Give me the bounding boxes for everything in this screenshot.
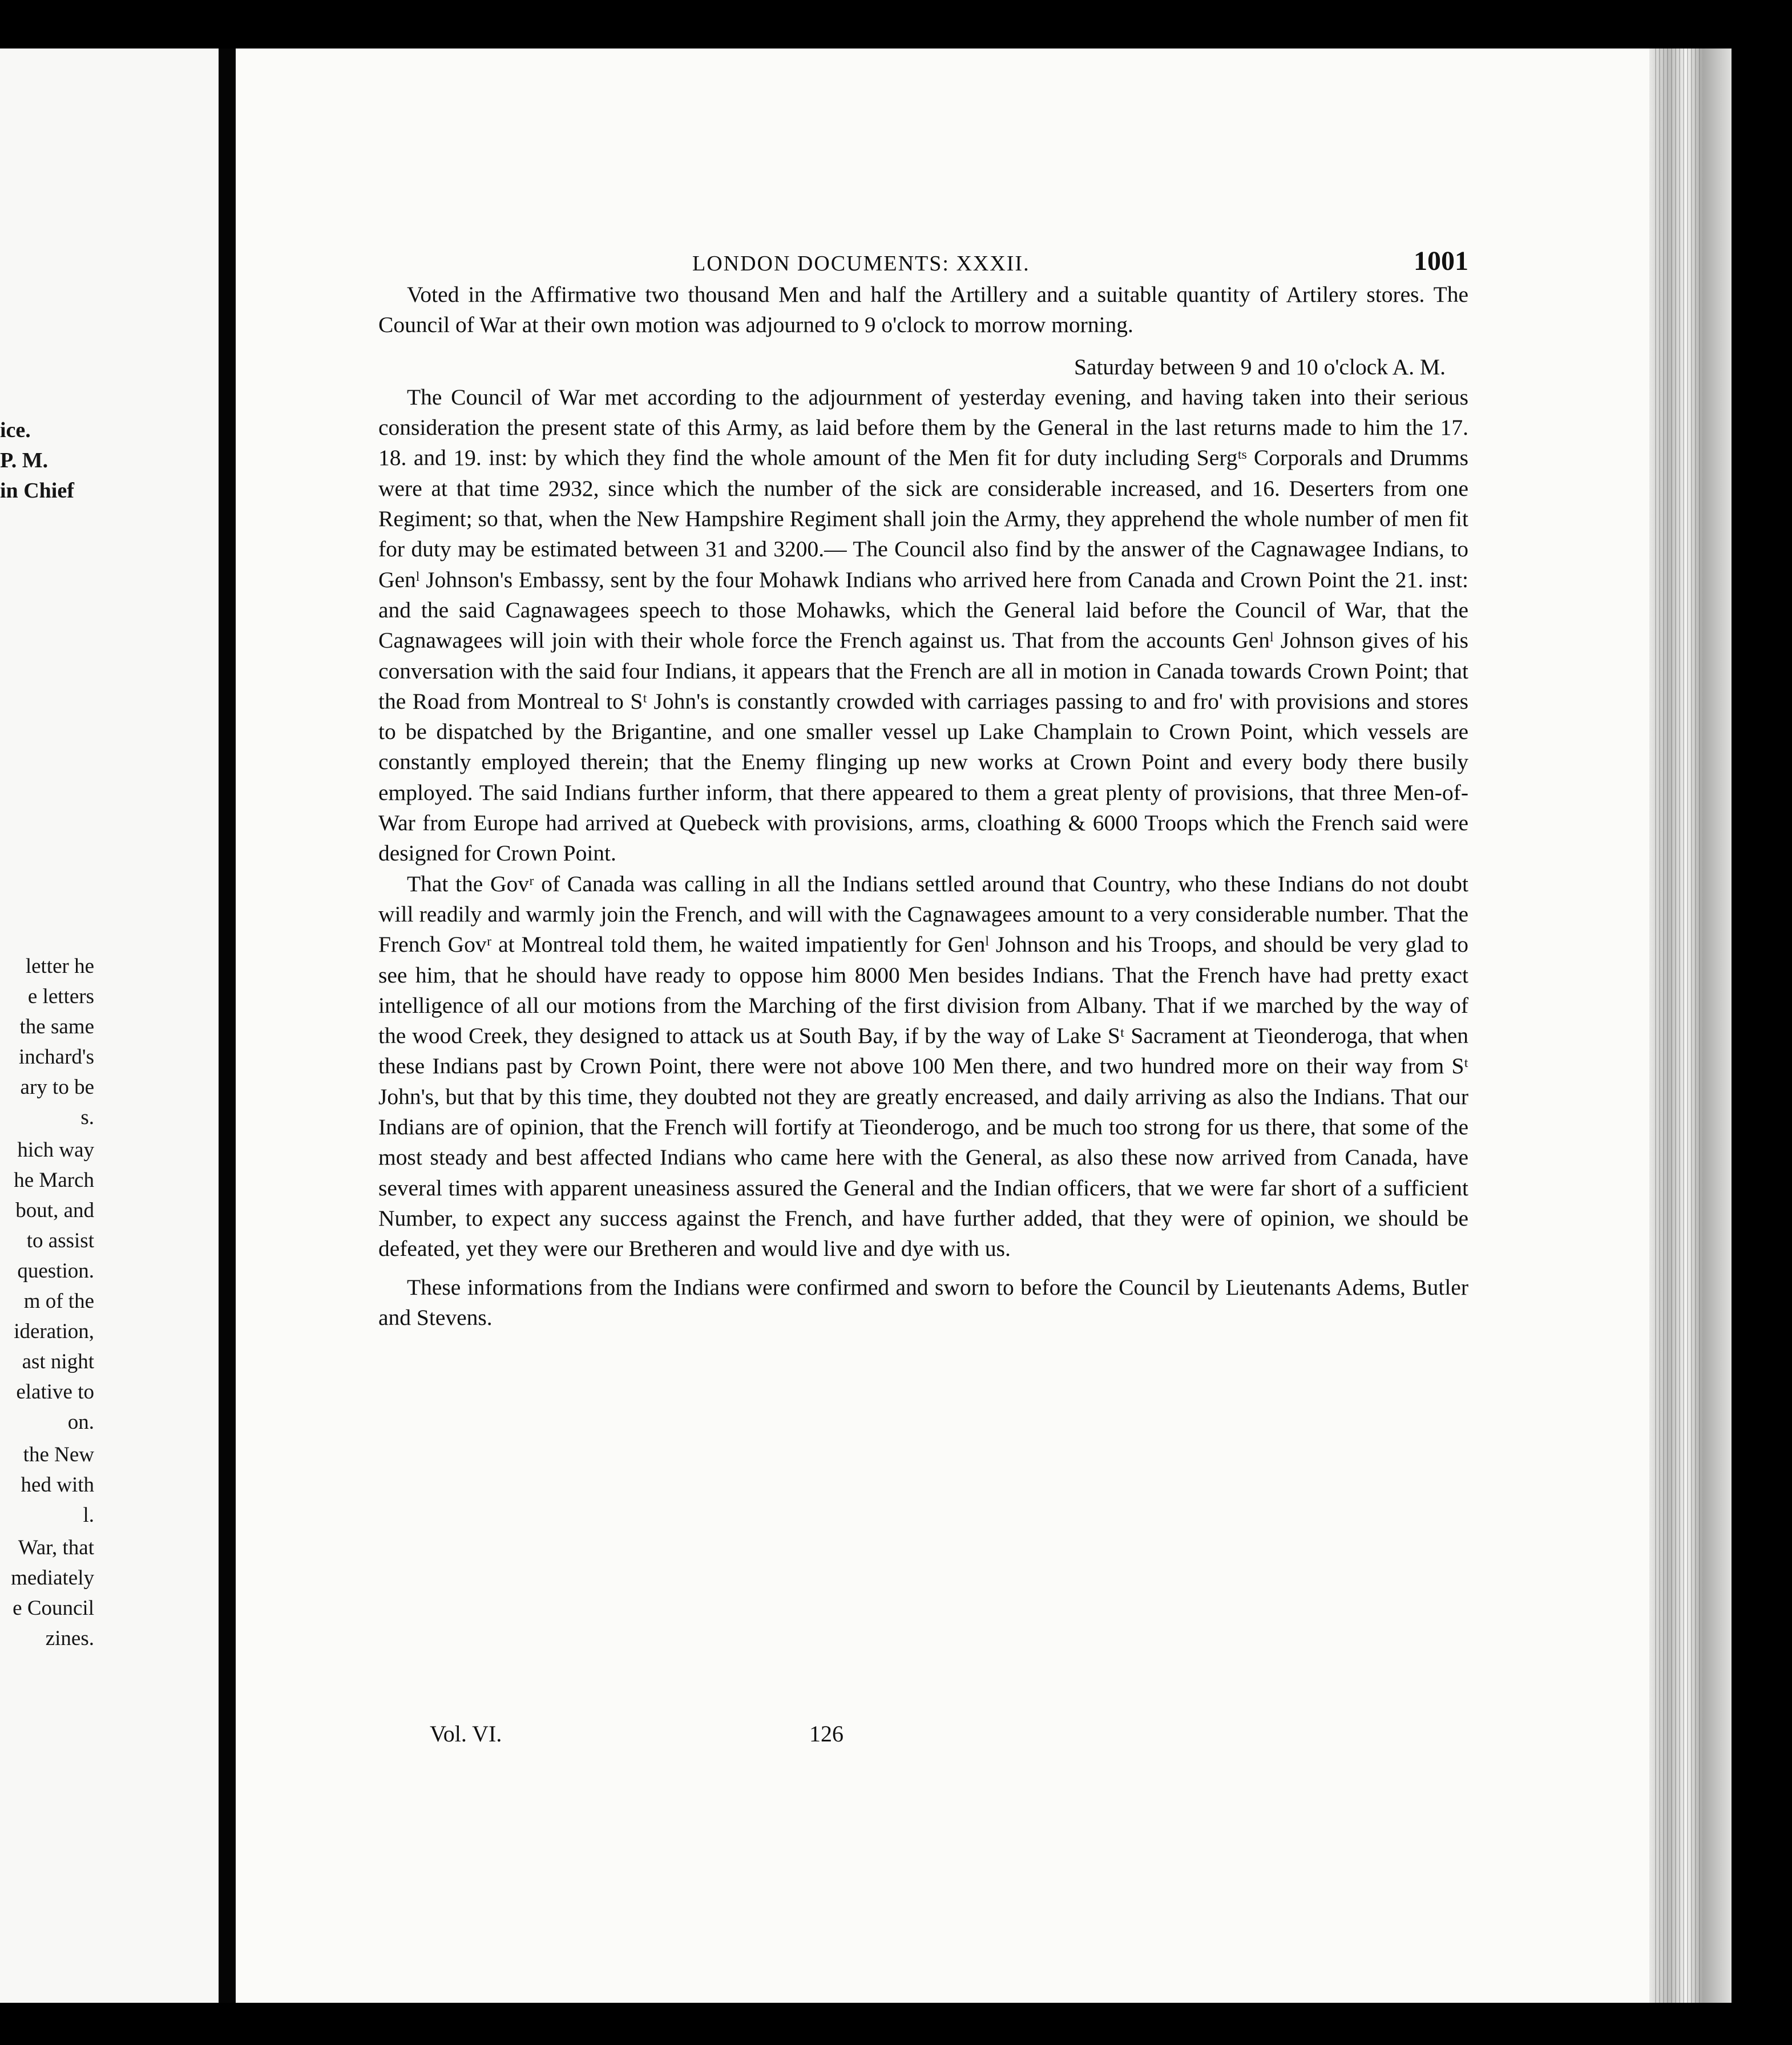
section-heading: Saturday between 9 and 10 o'clock A. M. <box>1073 354 1446 379</box>
main-page <box>236 49 1732 2003</box>
left-line: in Chief <box>0 479 74 503</box>
left-line: P. M. <box>0 448 49 472</box>
page-number: 1001 <box>1414 246 1468 276</box>
paragraph: The Council of War met according to the adjournment of yesterday evening, and having taken into their serious consideration the present state of this Army, as laid before them by the General in the last returns made to him the 17. 18. and 19. inst: by which they find the whole amount of the Men fit for duty including Sergᵗˢ Corporals and Drumms were at that time 2932, since which the number of the sick are considerable increased, and 16. Deserters from one Regiment; so that, when the New Hampshire Regiment shall join the Army, they apprehend the whole number of men fit for duty may be estimated between 31 and 3200.— The Council also find by the answer of the Cagnawagee Indians, to Genˡ Johnson's Embassy, sent by the four Mohawk Indians who arrived here from Canada and Crown Point the 21. inst: and the said Cagnawagees speech to those Mohawks, which the General laid before the Council of War, that the Cagnawagees will join with their whole force the French against us. That from the accounts Genˡ Johnson gives of his conversation with the said four Indians, it appears that the French are all in motion in Canada towards Crown Point; that the Road from Montreal to Sᵗ John's is constantly crowded with carriages passing to and fro' with provisions and stores to be dispatched by the Brigantine, and one smaller vessel up Lake Champlain to Crown Point, which vessels are constantly employed therein; that the Enemy flinging up new works at Crown Point and every body there busily employed. The said Indians further inform, that there appeared to them a great plenty of provisions, that three Men-of-War from Europe had arrived at Quebeck with provisions, arms, cloathing & 6000 Troops which the French said were designed for Crown Point. <box>378 384 1468 866</box>
left-line: ice. <box>0 418 31 442</box>
left-line: bout, and <box>15 1199 94 1222</box>
left-line: inchard's <box>18 1045 94 1069</box>
book-gutter <box>219 49 236 2003</box>
paragraph: That the Govʳ of Canada was calling in all the Indians settled around that Country, who these Indians do not doubt will readily and warmly join the French, and will with the Cagnawagees amount to a very considerable number. That the French Govʳ at Montreal told them, he waited impatiently for Genˡ Johnson and his Troops, and should be very glad to see him, that he should have ready to oppose him 8000 Men besides Indians. That the French have had pretty exact intelligence of all our motions from the Marching of the first division from Albany. That if we marched by the way of the wood Creek, they designed to attack us at South Bay, if by the way of Lake Sᵗ Sacrament at Tieonderoga, that when these Indians past by Crown Point, there were not above 100 Men there, and two hundred more on their way from Sᵗ John's, but that by this time, they doubted not they are greatly encreased, and daily arriving as also the Indians. That our Indians are of opinion, that the French will fortify at Tieonderogo, and be much too strong for us there, that some of the most steady and best affected Indians who came here with the General, as also these now arrived from Canada, have several times with apparent uneasiness assured the General and the Indian officers, that we were far short of a sufficient Number, to expect any success against the French, and have further added, that they were of opinion, we should be defeated, yet they were our Bretheren and would live and dye with us. <box>378 871 1468 1262</box>
left-line: s. <box>80 1106 94 1129</box>
footer-signature: 126 <box>809 1721 843 1747</box>
left-line: letter he <box>25 955 94 978</box>
left-line: e Council <box>13 1597 94 1620</box>
left-line: ast night <box>22 1350 94 1373</box>
left-line: War, that <box>18 1536 94 1559</box>
left-line: he March <box>14 1169 94 1192</box>
left-line: m of the <box>23 1290 94 1313</box>
scan-border-right <box>1732 49 1792 2003</box>
left-line: zines. <box>45 1627 94 1650</box>
footer-volume: Vol. VI. <box>430 1721 502 1747</box>
left-line: question. <box>17 1259 94 1283</box>
running-header: LONDON DOCUMENTS: XXXII. <box>692 252 1030 276</box>
left-line: the New <box>23 1443 94 1466</box>
left-line: ideration, <box>14 1320 94 1343</box>
left-line: hich way <box>17 1138 94 1162</box>
left-line: to assist <box>26 1229 94 1252</box>
body-text <box>378 280 1468 1333</box>
left-facing-page <box>0 49 219 2003</box>
left-line: l. <box>83 1504 94 1527</box>
left-line: hed with <box>21 1473 94 1497</box>
left-line: the same <box>19 1015 94 1038</box>
left-line: mediately <box>11 1566 94 1590</box>
paragraph: Voted in the Affirmative two thousand Men and half the Artillery and a suitable quantity of Artilery stores. The Council of War at their own motion was adjourned to 9 o'clock to morrow morning. <box>378 282 1468 338</box>
page-edges-stack <box>1649 49 1732 2003</box>
left-line: on. <box>67 1411 94 1434</box>
left-line: elative to <box>16 1380 94 1404</box>
left-line: e letters <box>27 985 94 1008</box>
paragraph: These informations from the Indians were confirmed and sworn to before the Council by Lieutenants Adems, Butler and Stevens. <box>378 1274 1468 1330</box>
page-edges-lines <box>1655 49 1701 2003</box>
left-line: ary to be <box>20 1076 94 1099</box>
